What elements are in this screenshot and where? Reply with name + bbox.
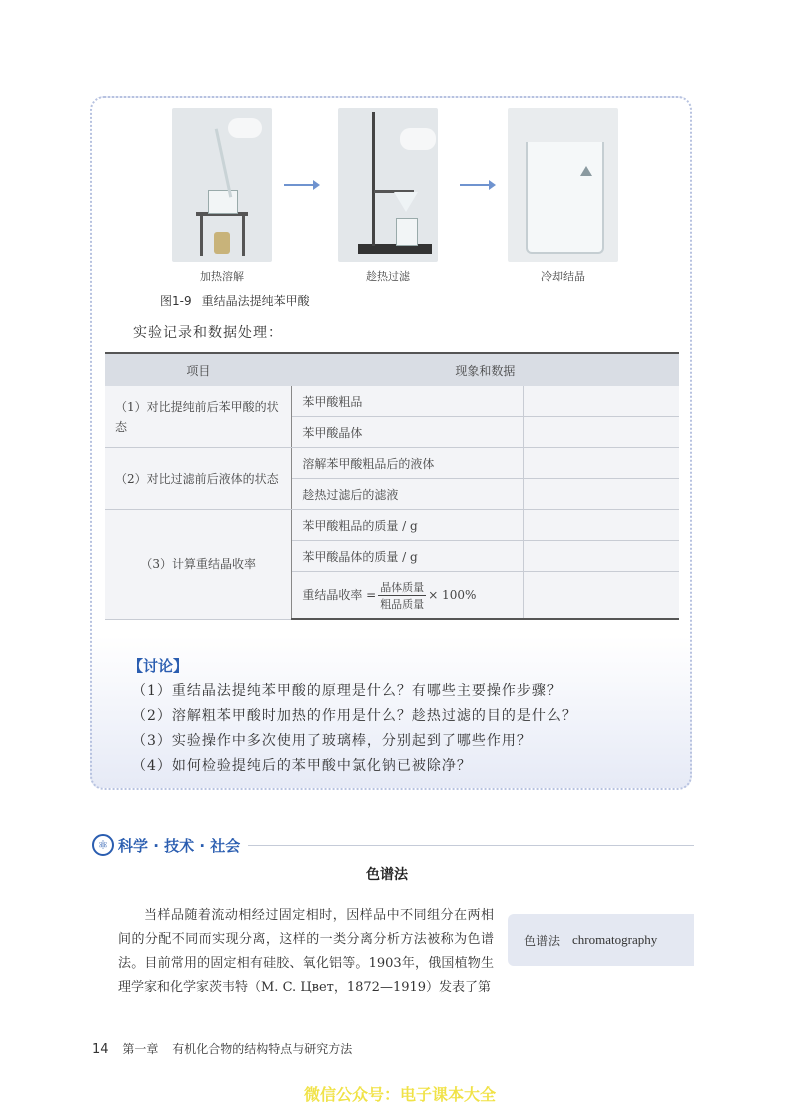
formula-fraction — [378, 579, 426, 612]
record-title: 实验记录和数据处理： — [133, 325, 283, 341]
table-row — [105, 448, 679, 479]
wechat-note: 微信公众号：电子课本大全 — [303, 1085, 496, 1104]
table-obs: 苯甲酸晶体 — [292, 417, 523, 448]
table-value-cell — [523, 417, 679, 448]
table-obs: 溶解苯甲酸粗品后的液体 — [292, 448, 523, 479]
figure-label: 图1-9 — [160, 294, 192, 308]
table-value-cell — [523, 479, 679, 510]
formula-denominator: 粗品质量 — [380, 597, 425, 611]
figure-caption — [160, 292, 320, 309]
chapter-title: 有机化合物的结构特点与研究方法 — [172, 1042, 353, 1056]
step-caption-1: 加热溶解 — [200, 270, 244, 283]
table-formula — [292, 572, 523, 620]
atom-icon: ⚛ — [92, 834, 114, 856]
table-value-cell — [523, 510, 679, 541]
step-caption-3: 冷却结晶 — [541, 270, 585, 283]
photo-heating-dissolution — [172, 108, 272, 262]
table-item-2: （2）对比过滤前后液体的状态 — [105, 448, 292, 510]
table-value-cell — [523, 448, 679, 479]
table-obs: 苯甲酸粗品 — [292, 386, 523, 417]
arrow-1 — [284, 184, 314, 186]
section-title: 科学 · 技术 · 社会 — [118, 836, 241, 855]
table-item-3: （3）计算重结晶收率 — [105, 510, 292, 620]
glossary-term-cn: 色谱法 — [524, 933, 561, 948]
formula-prefix: 重结晶收率 = — [302, 587, 377, 602]
discussion-question-1: （1）重结晶法提纯苯甲酸的原理是什么？有哪些主要操作步骤？ — [132, 683, 562, 699]
discussion-question-2: （2）溶解粗苯甲酸时加热的作用是什么？趁热过滤的目的是什么？ — [132, 708, 577, 724]
arrow-2 — [460, 184, 490, 186]
article-title: 色谱法 — [366, 867, 408, 883]
photo-cooling-crystallization — [508, 108, 618, 262]
step-caption-2: 趁热过滤 — [366, 270, 410, 283]
table-item-1: （1）对比提纯前后苯甲酸的状态 — [105, 386, 292, 448]
table-obs: 趁热过滤后的滤液 — [292, 479, 523, 510]
table-row — [105, 510, 679, 541]
table-header-item: 项目 — [105, 353, 292, 386]
table-value-cell — [523, 541, 679, 572]
discussion-question-3: （3）实验操作中多次使用了玻璃棒，分别起到了哪些作用？ — [132, 733, 532, 749]
page-footer — [92, 1040, 352, 1057]
table-row — [105, 386, 679, 417]
formula-suffix: × 100% — [428, 587, 477, 602]
table-header-observation: 现象和数据 — [292, 353, 679, 386]
table-value-cell — [523, 386, 679, 417]
chapter-label: 第一章 — [122, 1042, 159, 1056]
record-table — [105, 352, 679, 620]
discussion-question-4: （4）如何检验提纯后的苯甲酸中氯化钠已被除净？ — [132, 758, 472, 774]
page-number: 14 — [92, 1042, 109, 1057]
section-header — [92, 832, 240, 858]
glossary-box — [508, 914, 694, 966]
table-header-row — [105, 353, 679, 386]
glossary-term-en: chromatography — [572, 932, 658, 947]
section-divider — [248, 845, 694, 846]
figure-title: 重结晶法提纯苯甲酸 — [201, 294, 310, 308]
table-obs: 苯甲酸晶体的质量 / g — [292, 541, 523, 572]
formula-numerator: 晶体质量 — [380, 580, 425, 594]
table-obs: 苯甲酸粗品的质量 / g — [292, 510, 523, 541]
table-value-cell — [523, 572, 679, 620]
discussion-title: 【讨论】 — [128, 657, 189, 675]
photo-hot-filtration — [338, 108, 438, 262]
article-body: 当样品随着流动相经过固定相时，因样品中不同组分在两相间的分配不同而实现分离，这样的一类分离分析方法被称为色谱法。目前常用的固定相有硅胶、氧化铝等。1903年，俄国植物生理学家和化学家茨韦特（M. C. Цвет，1872—1919）发表了第 — [118, 908, 494, 995]
